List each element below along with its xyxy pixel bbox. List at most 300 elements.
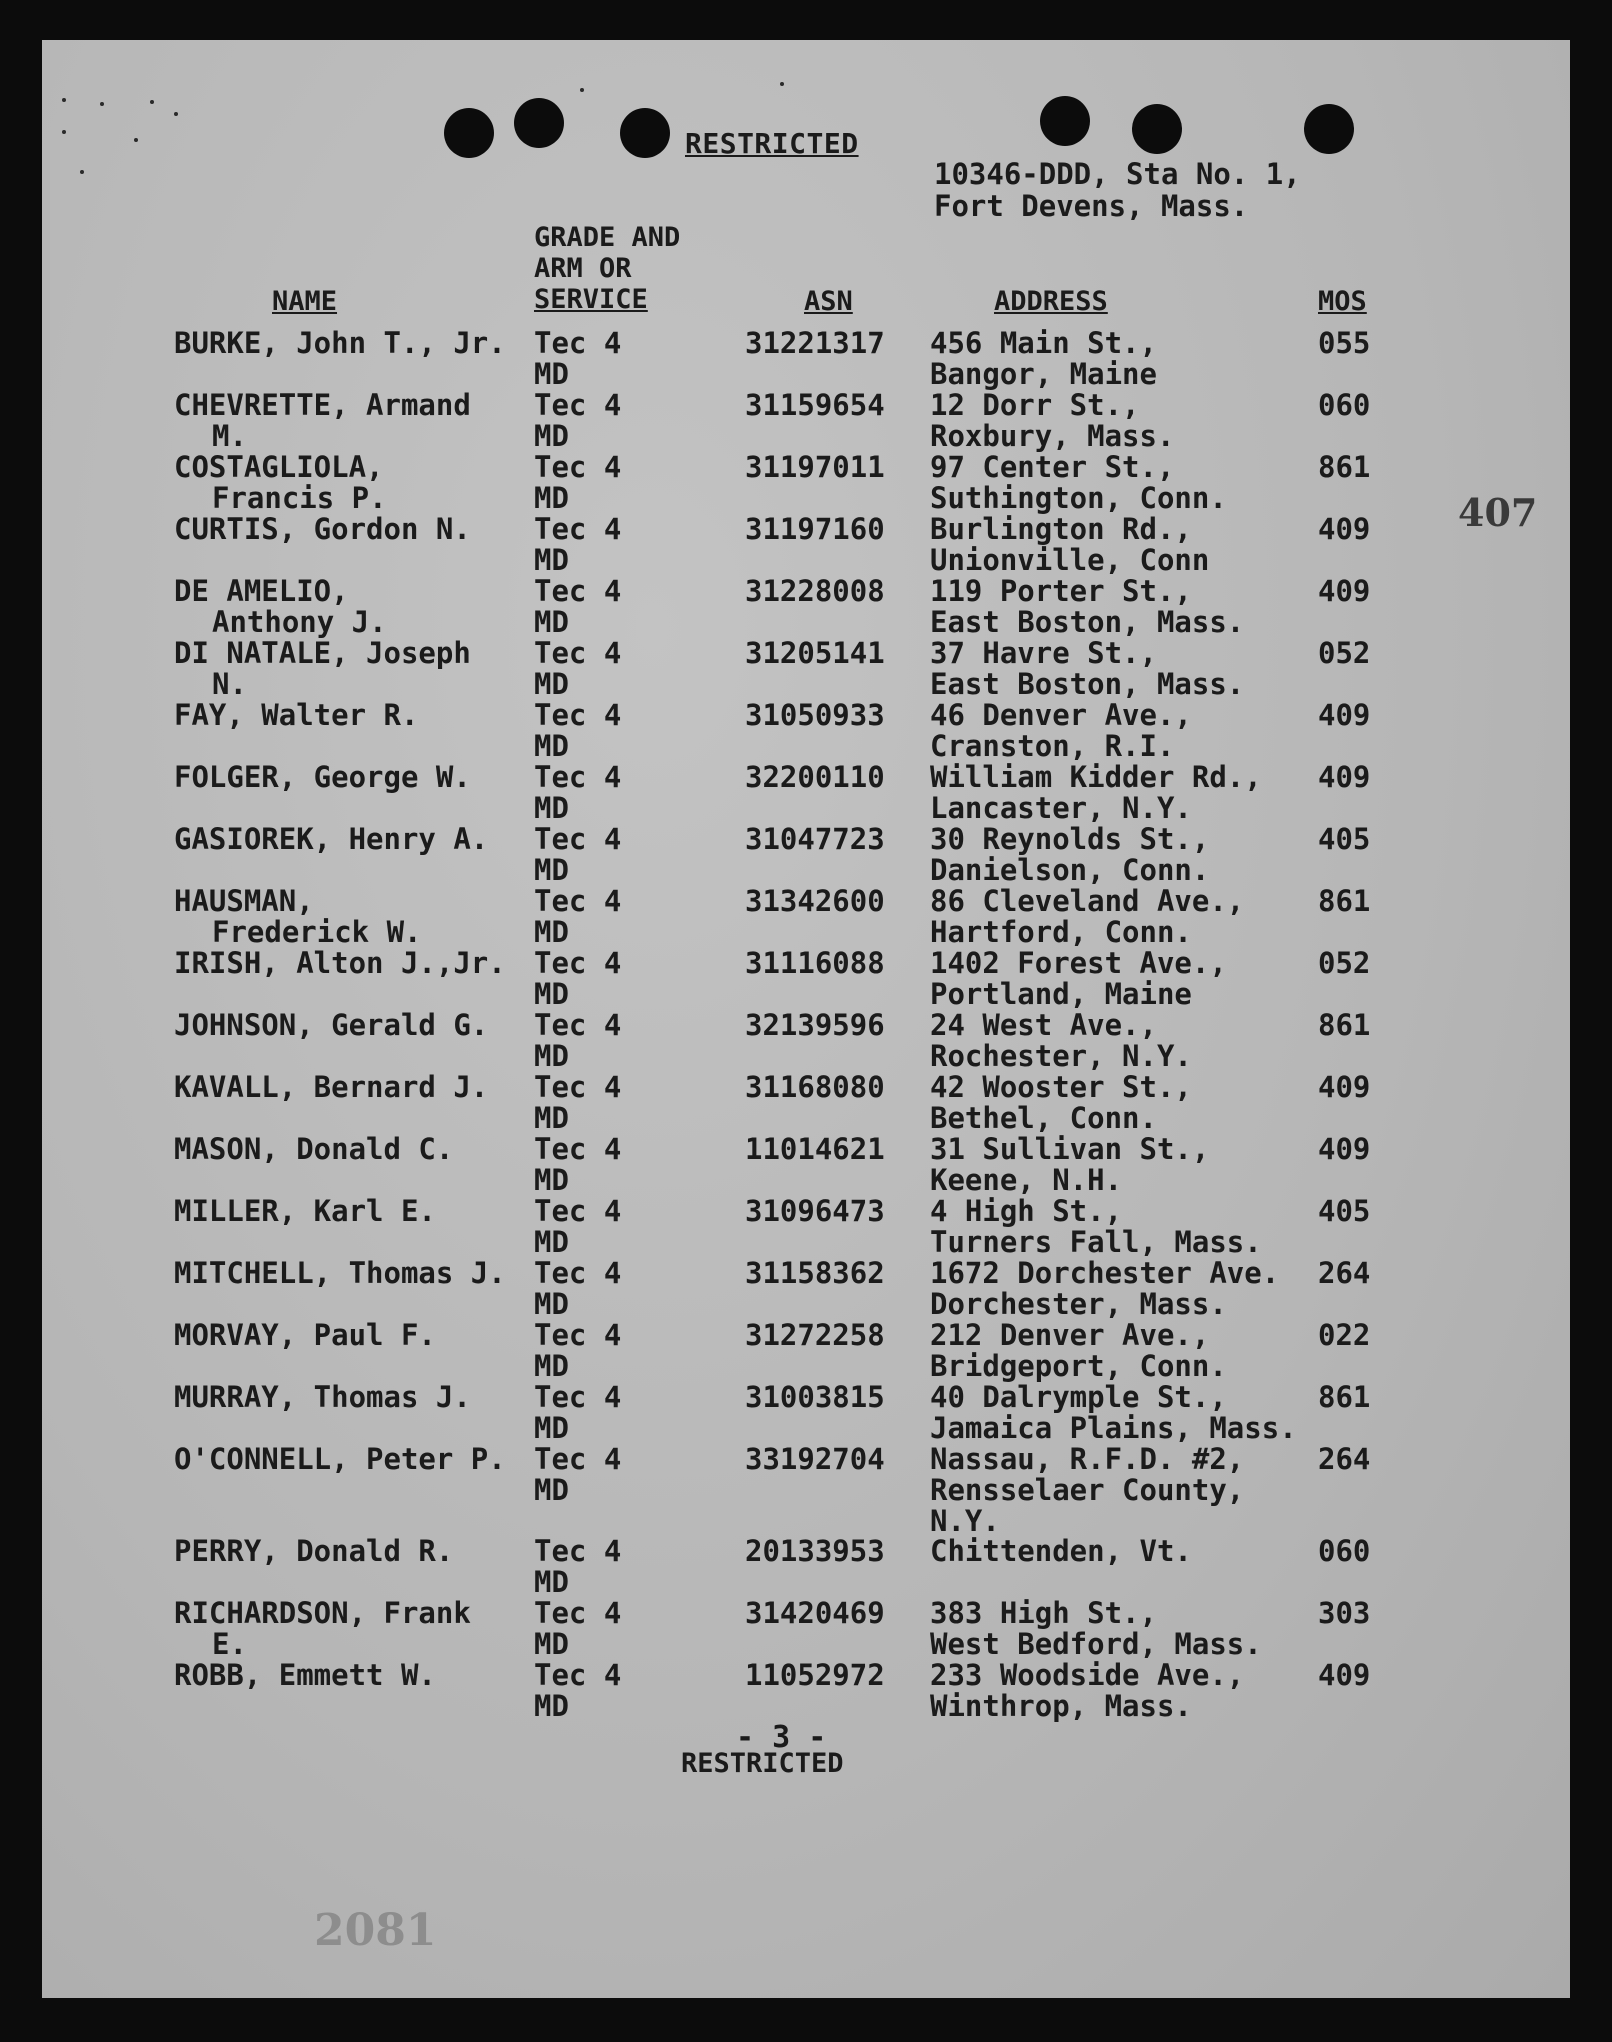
mos-cell [1318,1072,1370,1103]
grade-line-1: Tec 4 [534,1442,622,1476]
name-line-1: CHEVRETTE, Armand [174,388,471,422]
address-line-2: Bridgeport, Conn. [930,1349,1227,1383]
name-line-1: BURKE, John T., Jr. [174,326,506,360]
name-line-1: KAVALL, Bernard J. [174,1070,489,1104]
grade-line-1: Tec 4 [534,326,622,360]
name-line-1: DI NATALE, Joseph [174,636,471,670]
addr-cell [930,638,1244,700]
address-line-1: 86 Cleveland Ave., [930,884,1245,918]
mos-value: 409 [1318,1132,1371,1166]
mos-value: 060 [1318,388,1371,422]
name-line-1: PERRY, Donald R. [174,1534,454,1568]
grade-line-1: Tec 4 [534,822,622,856]
mos-value: 405 [1318,822,1371,856]
address-line-2: Bethel, Conn. [930,1101,1157,1135]
grade-line-2: MD [534,729,569,763]
name-line-2: Francis P. [212,481,387,515]
asn-cell [745,1072,885,1103]
name-cell [174,948,506,979]
addr-cell [930,390,1174,452]
address-line-2: Lancaster, N.Y. [930,791,1192,825]
table-row [42,390,1570,452]
addr-cell [930,1444,1244,1537]
address-line-1: Burlington Rd., [930,512,1192,546]
asn-value: 20133953 [745,1534,885,1568]
mos-cell [1318,390,1370,421]
address-line-1: 42 Wooster St., [930,1070,1192,1104]
mos-cell [1318,700,1370,731]
grade-header-line-2: ARM OR [534,253,632,284]
addr-cell [930,762,1262,824]
table-row [42,1196,1570,1258]
grade-cell [534,328,621,390]
grade-line-2: MD [534,419,569,453]
margin-page-number: 407 [1458,490,1538,535]
grade-cell [534,1320,621,1382]
name-cell [174,1320,436,1351]
grade-line-1: Tec 4 [534,760,622,794]
mos-value: 060 [1318,1534,1371,1568]
mos-cell [1318,1598,1370,1629]
asn-cell [745,700,885,731]
grade-line-1: Tec 4 [534,1380,622,1414]
name-cell [174,700,418,731]
mos-value: 022 [1318,1318,1371,1352]
asn-cell [745,1382,885,1413]
grade-line-2: MD [534,667,569,701]
bleed-through-number: 2081 [314,1905,437,1956]
name-line-1: RICHARDSON, Frank [174,1596,471,1630]
punch-hole-icon [1304,104,1354,154]
mos-cell [1318,762,1370,793]
mos-value: 409 [1318,574,1371,608]
addr-cell [930,1598,1262,1660]
speck-icon [62,130,66,134]
address-line-1: 12 Dorr St., [930,388,1140,422]
name-cell [174,824,488,855]
address-line-1: 24 West Ave., [930,1008,1157,1042]
asn-cell [745,886,885,917]
asn-value: 31420469 [745,1596,885,1630]
grade-cell [534,514,621,576]
punch-hole-icon [620,108,670,158]
restricted-footer: RESTRICTED [681,1748,844,1779]
mos-value: 409 [1318,760,1371,794]
asn-value: 31050933 [745,698,885,732]
table-row [42,1134,1570,1196]
mos-cell [1318,452,1370,483]
grade-cell [534,824,621,886]
table-row [42,1598,1570,1660]
name-line-2: Anthony J. [212,605,387,639]
restricted-header: RESTRICTED [685,127,859,160]
grade-cell [534,700,621,762]
address-line-2: Dorchester, Mass. [930,1287,1227,1321]
addr-cell [930,1382,1297,1444]
asn-value: 31272258 [745,1318,885,1352]
grade-line-2: MD [534,1565,569,1599]
name-cell [174,1598,471,1660]
document-page [42,40,1570,1998]
grade-cell [534,886,621,948]
address-line-1: Nassau, R.F.D. #2, [930,1442,1245,1476]
address-line-2: Keene, N.H. [930,1163,1123,1197]
asn-value: 11052972 [745,1658,885,1692]
grade-line-1: Tec 4 [534,1194,622,1228]
asn-value: 31228008 [745,574,885,608]
address-line-2: Unionville, Conn [930,543,1210,577]
addr-cell [930,1010,1192,1072]
asn-cell [745,948,885,979]
addr-cell [930,1134,1209,1196]
mos-cell [1318,1320,1370,1351]
unit-designation [934,158,1301,222]
name-line-1: MITCHELL, Thomas J. [174,1256,506,1290]
asn-value: 31003815 [745,1380,885,1414]
speck-icon [780,82,784,86]
asn-cell [745,1536,885,1567]
mos-value: 052 [1318,946,1371,980]
grade-line-1: Tec 4 [534,946,622,980]
asn-cell [745,576,885,607]
grade-cell [534,1258,621,1320]
mos-value: 409 [1318,1658,1371,1692]
addr-cell [930,1258,1279,1320]
addr-cell [930,886,1244,948]
name-line-2: E. [212,1627,247,1661]
grade-cell [534,1196,621,1258]
speck-icon [150,100,154,104]
speck-icon [100,102,104,106]
table-row [42,824,1570,886]
grade-cell [534,1010,621,1072]
name-cell [174,1010,488,1041]
address-line-1: William Kidder Rd., [930,760,1262,794]
mos-column-header: MOS [1318,286,1367,317]
addr-cell [930,1536,1192,1567]
name-cell [174,1134,453,1165]
addr-cell [930,948,1227,1010]
address-line-2: Rensselaer County, [930,1473,1245,1507]
table-row [42,1660,1570,1722]
grade-cell [534,1660,621,1722]
mos-value: 264 [1318,1442,1371,1476]
grade-line-2: MD [534,1689,569,1723]
speck-icon [174,112,178,116]
table-row [42,1536,1570,1598]
address-line-2: Suthington, Conn. [930,481,1227,515]
name-line-1: MURRAY, Thomas J. [174,1380,471,1414]
grade-line-2: MD [534,1411,569,1445]
name-line-1: O'CONNELL, Peter P. [174,1442,506,1476]
address-line-2: Danielson, Conn. [930,853,1210,887]
mos-value: 055 [1318,326,1371,360]
address-line-1: 1402 Forest Ave., [930,946,1227,980]
grade-line-2: MD [534,481,569,515]
asn-value: 31197011 [745,450,885,484]
asn-value: 31159654 [745,388,885,422]
page-number: - 3 - [736,1720,827,1755]
table-row [42,1072,1570,1134]
punch-hole-icon [1132,104,1182,154]
asn-value: 31116088 [745,946,885,980]
grade-cell [534,1072,621,1134]
name-line-1: FAY, Walter R. [174,698,419,732]
name-line-2: Frederick W. [212,915,422,949]
mos-value: 405 [1318,1194,1371,1228]
asn-cell [745,762,885,793]
asn-value: 31096473 [745,1194,885,1228]
asn-cell [745,1598,885,1629]
name-cell [174,328,506,359]
grade-line-2: MD [534,1287,569,1321]
address-line-2: Portland, Maine [930,977,1192,1011]
table-row [42,948,1570,1010]
mos-value: 409 [1318,698,1371,732]
grade-line-2: MD [534,915,569,949]
name-cell [174,1444,506,1475]
asn-column-header: ASN [804,286,853,317]
addr-cell [930,452,1227,514]
grade-cell [534,452,621,514]
table-row [42,1320,1570,1382]
address-line-3: N.Y. [930,1504,1000,1538]
grade-header-line-3: SERVICE [534,284,648,315]
asn-value: 31205141 [745,636,885,670]
name-cell [174,1536,453,1567]
addr-cell [930,824,1209,886]
mos-cell [1318,1010,1370,1041]
mos-cell [1318,824,1370,855]
speck-icon [62,98,66,102]
addr-cell [930,1660,1244,1722]
name-cell [174,762,471,793]
address-line-2: Cranston, R.I. [930,729,1175,763]
name-line-1: DE AMELIO, [174,574,349,608]
grade-line-1: Tec 4 [534,636,622,670]
mos-value: 052 [1318,636,1371,670]
grade-column-header [534,222,680,315]
addr-cell [930,1320,1227,1382]
address-line-1: 97 Center St., [930,450,1175,484]
mos-cell [1318,1444,1370,1475]
addr-cell [930,514,1209,576]
grade-line-2: MD [534,1101,569,1135]
asn-cell [745,1444,885,1475]
table-row [42,700,1570,762]
grade-line-1: Tec 4 [534,1070,622,1104]
name-cell [174,576,387,638]
asn-value: 32139596 [745,1008,885,1042]
address-line-2: Bangor, Maine [930,357,1157,391]
mos-cell [1318,1196,1370,1227]
name-line-1: COSTAGLIOLA, [174,450,384,484]
name-line-1: CURTIS, Gordon N. [174,512,471,546]
table-row [42,514,1570,576]
grade-line-1: Tec 4 [534,1318,622,1352]
mos-cell [1318,638,1370,669]
grade-line-1: Tec 4 [534,1008,622,1042]
address-line-1: 1672 Dorchester Ave. [930,1256,1280,1290]
grade-line-2: MD [534,605,569,639]
mos-cell [1318,1258,1370,1289]
asn-value: 11014621 [745,1132,885,1166]
grade-line-2: MD [534,791,569,825]
speck-icon [134,138,138,142]
mos-cell [1318,1134,1370,1165]
table-row [42,576,1570,638]
grade-line-1: Tec 4 [534,1256,622,1290]
grade-line-2: MD [534,977,569,1011]
grade-cell [534,390,621,452]
punch-hole-icon [1040,96,1090,146]
name-line-2: M. [212,419,247,453]
address-line-1: 4 High St., [930,1194,1123,1228]
grade-cell [534,1134,621,1196]
address-line-2: West Bedford, Mass. [930,1627,1262,1661]
asn-cell [745,1010,885,1041]
mos-value: 861 [1318,1380,1371,1414]
grade-line-1: Tec 4 [534,698,622,732]
grade-line-2: MD [534,1163,569,1197]
asn-value: 31221317 [745,326,885,360]
grade-line-1: Tec 4 [534,450,622,484]
punch-hole-icon [444,108,494,158]
name-line-1: GASIOREK, Henry A. [174,822,489,856]
name-column-header: NAME [272,286,338,317]
asn-cell [745,1258,885,1289]
punch-hole-icon [514,98,564,148]
table-row [42,452,1570,514]
name-line-1: MORVAY, Paul F. [174,1318,436,1352]
address-line-1: 30 Reynolds St., [930,822,1210,856]
address-line-1: 456 Main St., [930,326,1157,360]
grade-line-2: MD [534,1039,569,1073]
unit-line-2: Fort Devens, Mass. [934,189,1249,223]
asn-cell [745,390,885,421]
unit-line-1: 10346-DDD, Sta No. 1, [934,157,1301,191]
asn-cell [745,452,885,483]
table-row [42,762,1570,824]
asn-cell [745,1134,885,1165]
name-cell [174,1072,488,1103]
grade-line-1: Tec 4 [534,574,622,608]
name-cell [174,1382,471,1413]
grade-line-2: MD [534,357,569,391]
name-cell [174,1196,436,1227]
grade-cell [534,948,621,1010]
grade-line-2: MD [534,1473,569,1507]
asn-value: 31168080 [745,1070,885,1104]
table-row [42,1382,1570,1444]
asn-cell [745,1196,885,1227]
asn-cell [745,824,885,855]
name-cell [174,1258,506,1289]
grade-line-2: MD [534,543,569,577]
address-line-1: 212 Denver Ave., [930,1318,1210,1352]
asn-value: 31342600 [745,884,885,918]
name-cell [174,1660,436,1691]
address-line-2: Winthrop, Mass. [930,1689,1192,1723]
addr-cell [930,1072,1192,1134]
name-line-1: FOLGER, George W. [174,760,471,794]
address-line-1: 46 Denver Ave., [930,698,1192,732]
address-line-1: 119 Porter St., [930,574,1192,608]
grade-cell [534,762,621,824]
addr-cell [930,700,1192,762]
mos-value: 861 [1318,450,1371,484]
address-line-2: Jamaica Plains, Mass. [930,1411,1297,1445]
addr-cell [930,1196,1262,1258]
grade-line-2: MD [534,853,569,887]
grade-line-1: Tec 4 [534,1658,622,1692]
asn-cell [745,638,885,669]
address-line-1: 31 Sullivan St., [930,1132,1210,1166]
table-row [42,638,1570,700]
mos-value: 409 [1318,512,1371,546]
name-line-1: MILLER, Karl E. [174,1194,436,1228]
address-line-2: Roxbury, Mass. [930,419,1175,453]
address-line-2: East Boston, Mass. [930,667,1245,701]
address-column-header: ADDRESS [994,286,1108,317]
asn-cell [745,514,885,545]
asn-value: 31047723 [745,822,885,856]
mos-cell [1318,576,1370,607]
address-line-1: 40 Dalrymple St., [930,1380,1227,1414]
name-line-1: MASON, Donald C. [174,1132,454,1166]
address-line-1: 383 High St., [930,1596,1157,1630]
mos-cell [1318,1536,1370,1567]
addr-cell [930,576,1244,638]
mos-value: 409 [1318,1070,1371,1104]
grade-cell [534,638,621,700]
table-row [42,1010,1570,1072]
table-row [42,886,1570,948]
mos-value: 264 [1318,1256,1371,1290]
name-line-1: HAUSMAN, [174,884,314,918]
asn-cell [745,1320,885,1351]
address-line-1: 233 Woodside Ave., [930,1658,1245,1692]
grade-header-line-1: GRADE AND [534,222,681,253]
name-line-1: IRISH, Alton J.,Jr. [174,946,506,980]
name-cell [174,452,387,514]
name-line-1: JOHNSON, Gerald G. [174,1008,489,1042]
grade-cell [534,576,621,638]
address-line-2: Hartford, Conn. [930,915,1192,949]
grade-cell [534,1444,621,1506]
name-line-1: ROBB, Emmett W. [174,1658,436,1692]
mos-cell [1318,1660,1370,1691]
name-cell [174,638,471,700]
address-line-1: 37 Havre St., [930,636,1157,670]
grade-cell [534,1382,621,1444]
name-cell [174,886,422,948]
name-cell [174,514,471,545]
mos-cell [1318,1382,1370,1413]
grade-line-2: MD [534,1627,569,1661]
asn-value: 31197160 [745,512,885,546]
grade-line-2: MD [534,1225,569,1259]
address-line-2: East Boston, Mass. [930,605,1245,639]
mos-cell [1318,886,1370,917]
grade-line-2: MD [534,1349,569,1383]
grade-line-1: Tec 4 [534,388,622,422]
name-cell [174,390,471,452]
asn-cell [745,328,885,359]
address-line-2: Turners Fall, Mass. [930,1225,1262,1259]
mos-cell [1318,948,1370,979]
mos-cell [1318,328,1370,359]
